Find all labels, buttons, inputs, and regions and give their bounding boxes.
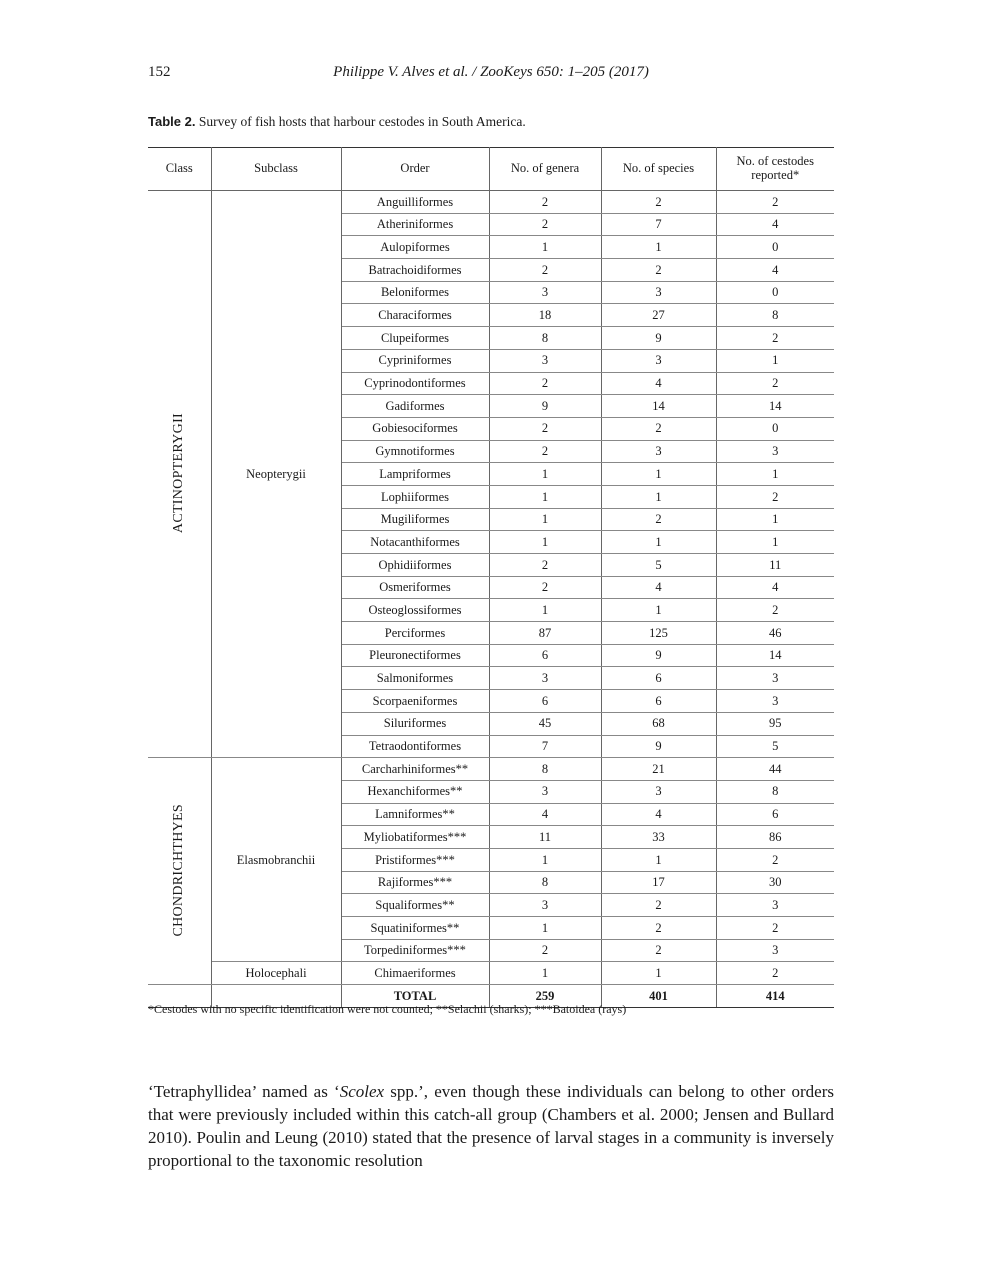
order-cell: Batrachoidiformes (341, 259, 489, 282)
order-cell: Pleuronectiformes (341, 644, 489, 667)
genera-cell: 2 (489, 576, 601, 599)
class-cell (148, 191, 211, 758)
cestodes-cell: 3 (716, 690, 834, 713)
order-cell: Myliobatiformes*** (341, 826, 489, 849)
total-genera-cell: 259 (489, 985, 601, 1008)
species-cell: 2 (601, 939, 716, 962)
genera-cell: 6 (489, 690, 601, 713)
genera-cell: 1 (489, 531, 601, 554)
order-cell: Pristiformes*** (341, 848, 489, 871)
cestodes-cell: 14 (716, 644, 834, 667)
genera-cell: 1 (489, 508, 601, 531)
order-cell: Torpediniformes*** (341, 939, 489, 962)
cestodes-cell: 0 (716, 417, 834, 440)
species-cell: 2 (601, 917, 716, 940)
species-cell: 21 (601, 758, 716, 781)
body-text-end: spp.’, even though these individuals can belong to other orders that were previously included within this catch-all group (Chambers et al. 2000; Jensen and Bullard 2010). Poulin and Leung (2010) stated that the presence of larval stages in a community is inversely proportional to the taxonomic resolution (148, 1082, 834, 1170)
genera-cell: 2 (489, 213, 601, 236)
species-cell: 4 (601, 372, 716, 395)
order-cell: Clupeiformes (341, 327, 489, 350)
cestodes-cell: 2 (716, 485, 834, 508)
species-cell: 4 (601, 576, 716, 599)
order-cell: Characiformes (341, 304, 489, 327)
column-header-subclass: Subclass (211, 148, 341, 191)
genera-cell: 8 (489, 871, 601, 894)
order-cell: Perciformes (341, 622, 489, 645)
cestodes-cell: 2 (716, 599, 834, 622)
table-row (148, 758, 834, 781)
genera-cell: 1 (489, 917, 601, 940)
column-header-cestodes: No. of cestodes reported* (716, 148, 834, 191)
cestodes-cell: 4 (716, 213, 834, 236)
species-cell: 3 (601, 440, 716, 463)
species-cell: 68 (601, 712, 716, 735)
genera-cell: 1 (489, 236, 601, 259)
order-cell: Beloniformes (341, 281, 489, 304)
species-cell: 1 (601, 236, 716, 259)
table-caption-label: Table 2. (148, 114, 196, 129)
genera-cell: 2 (489, 372, 601, 395)
species-cell: 3 (601, 281, 716, 304)
total-label-cell: TOTAL (341, 985, 489, 1008)
species-cell: 1 (601, 962, 716, 985)
order-cell: Scorpaeniformes (341, 690, 489, 713)
order-cell: Atheriniformes (341, 213, 489, 236)
body-text-start: ‘Tetraphyllidea’ named as ‘ (148, 1082, 340, 1101)
cestodes-cell: 0 (716, 236, 834, 259)
cestodes-cell: 3 (716, 440, 834, 463)
total-species-cell: 401 (601, 985, 716, 1008)
species-cell: 1 (601, 599, 716, 622)
subclass-cell: Holocephali (211, 962, 341, 985)
genera-cell: 1 (489, 599, 601, 622)
species-cell: 2 (601, 417, 716, 440)
order-cell: Anguilliformes (341, 191, 489, 214)
table-header-row (148, 148, 834, 191)
genera-cell: 1 (489, 485, 601, 508)
cestodes-cell: 8 (716, 780, 834, 803)
genera-cell: 2 (489, 440, 601, 463)
cestodes-cell: 1 (716, 508, 834, 531)
species-cell: 1 (601, 848, 716, 871)
species-cell: 6 (601, 690, 716, 713)
cestodes-cell: 30 (716, 871, 834, 894)
order-cell: Lophiiformes (341, 485, 489, 508)
cestodes-cell: 1 (716, 531, 834, 554)
column-header-genera: No. of genera (489, 148, 601, 191)
body-text-italic: Scolex (339, 1082, 385, 1101)
cestodes-cell: 5 (716, 735, 834, 758)
genera-cell: 2 (489, 939, 601, 962)
order-cell: Siluriformes (341, 712, 489, 735)
cestodes-cell: 2 (716, 327, 834, 350)
cestodes-cell: 4 (716, 576, 834, 599)
genera-cell: 8 (489, 758, 601, 781)
cestodes-cell: 14 (716, 395, 834, 418)
table-row (148, 962, 834, 985)
subclass-cell: Neopterygii (211, 191, 341, 758)
genera-cell: 9 (489, 395, 601, 418)
species-cell: 6 (601, 667, 716, 690)
species-cell: 1 (601, 531, 716, 554)
genera-cell: 3 (489, 349, 601, 372)
subclass-cell: Elasmobranchii (211, 758, 341, 962)
species-cell: 7 (601, 213, 716, 236)
species-cell: 1 (601, 463, 716, 486)
fish-hosts-table (148, 147, 834, 1008)
genera-cell: 7 (489, 735, 601, 758)
species-cell: 125 (601, 622, 716, 645)
cestodes-cell: 8 (716, 304, 834, 327)
genera-cell: 8 (489, 327, 601, 350)
cestodes-cell: 2 (716, 372, 834, 395)
page-header (148, 60, 834, 84)
total-cestodes-cell: 414 (716, 985, 834, 1008)
cestodes-cell: 95 (716, 712, 834, 735)
genera-cell: 2 (489, 417, 601, 440)
genera-cell: 3 (489, 667, 601, 690)
cestodes-cell: 0 (716, 281, 834, 304)
genera-cell: 45 (489, 712, 601, 735)
cestodes-cell: 3 (716, 894, 834, 917)
order-cell: Aulopiformes (341, 236, 489, 259)
table-row (148, 191, 834, 214)
table-caption (148, 114, 848, 130)
species-cell: 9 (601, 327, 716, 350)
species-cell: 2 (601, 508, 716, 531)
species-cell: 2 (601, 191, 716, 214)
order-cell: Osteoglossiformes (341, 599, 489, 622)
order-cell: Rajiformes*** (341, 871, 489, 894)
species-cell: 5 (601, 554, 716, 577)
genera-cell: 3 (489, 281, 601, 304)
species-cell: 4 (601, 803, 716, 826)
genera-cell: 1 (489, 848, 601, 871)
class-label: CHONDRICHTHYES (171, 803, 187, 937)
order-cell: Lampriformes (341, 463, 489, 486)
body-paragraph (148, 1080, 834, 1172)
table-caption-text: Survey of fish hosts that harbour cestodes in South America. (198, 114, 526, 129)
order-cell: Lamniformes** (341, 803, 489, 826)
species-cell: 3 (601, 349, 716, 372)
class-label: ACTINOPTERYGII (171, 412, 187, 533)
cestodes-cell: 2 (716, 917, 834, 940)
cestodes-cell: 11 (716, 554, 834, 577)
order-cell: Gobiesociformes (341, 417, 489, 440)
order-cell: Mugiliformes (341, 508, 489, 531)
cestodes-cell: 1 (716, 463, 834, 486)
species-cell: 9 (601, 735, 716, 758)
species-cell: 33 (601, 826, 716, 849)
genera-cell: 3 (489, 780, 601, 803)
order-cell: Gymnotiformes (341, 440, 489, 463)
cestodes-cell: 4 (716, 259, 834, 282)
genera-cell: 1 (489, 962, 601, 985)
genera-cell: 3 (489, 894, 601, 917)
order-cell: Cypriniformes (341, 349, 489, 372)
species-cell: 14 (601, 395, 716, 418)
order-cell: Carcharhiniformes** (341, 758, 489, 781)
species-cell: 3 (601, 780, 716, 803)
running-head: Philippe V. Alves et al. / ZooKeys 650: 1–205 (2017) (333, 64, 649, 80)
cestodes-cell: 46 (716, 622, 834, 645)
cestodes-cell: 2 (716, 962, 834, 985)
column-header-species: No. of species (601, 148, 716, 191)
order-cell: Salmoniformes (341, 667, 489, 690)
order-cell: Osmeriformes (341, 576, 489, 599)
cestodes-cell: 6 (716, 803, 834, 826)
column-header-class: Class (148, 148, 211, 191)
order-cell: Notacanthiformes (341, 531, 489, 554)
order-cell: Chimaeriformes (341, 962, 489, 985)
order-cell: Squaliformes** (341, 894, 489, 917)
order-cell: Tetraodontiformes (341, 735, 489, 758)
class-cell (148, 758, 211, 985)
genera-cell: 4 (489, 803, 601, 826)
column-header-order: Order (341, 148, 489, 191)
cestodes-cell: 3 (716, 667, 834, 690)
order-cell: Hexanchiformes** (341, 780, 489, 803)
genera-cell: 1 (489, 463, 601, 486)
order-cell: Gadiformes (341, 395, 489, 418)
species-cell: 9 (601, 644, 716, 667)
species-cell: 27 (601, 304, 716, 327)
genera-cell: 87 (489, 622, 601, 645)
cestodes-cell: 44 (716, 758, 834, 781)
cestodes-cell: 86 (716, 826, 834, 849)
species-cell: 17 (601, 871, 716, 894)
species-cell: 1 (601, 485, 716, 508)
species-cell: 2 (601, 894, 716, 917)
species-cell: 2 (601, 259, 716, 282)
genera-cell: 18 (489, 304, 601, 327)
genera-cell: 2 (489, 191, 601, 214)
page-number: 152 (148, 64, 171, 80)
genera-cell: 11 (489, 826, 601, 849)
genera-cell: 2 (489, 259, 601, 282)
cestodes-cell: 3 (716, 939, 834, 962)
genera-cell: 2 (489, 554, 601, 577)
table-footnote: *Cestodes with no specific identification were not counted; **Selachii (sharks); ***Batoidea (rays) (148, 1002, 627, 1016)
cestodes-cell: 2 (716, 191, 834, 214)
genera-cell: 6 (489, 644, 601, 667)
order-cell: Squatiniformes** (341, 917, 489, 940)
cestodes-cell: 1 (716, 349, 834, 372)
cestodes-cell: 2 (716, 848, 834, 871)
order-cell: Ophidiiformes (341, 554, 489, 577)
order-cell: Cyprinodontiformes (341, 372, 489, 395)
